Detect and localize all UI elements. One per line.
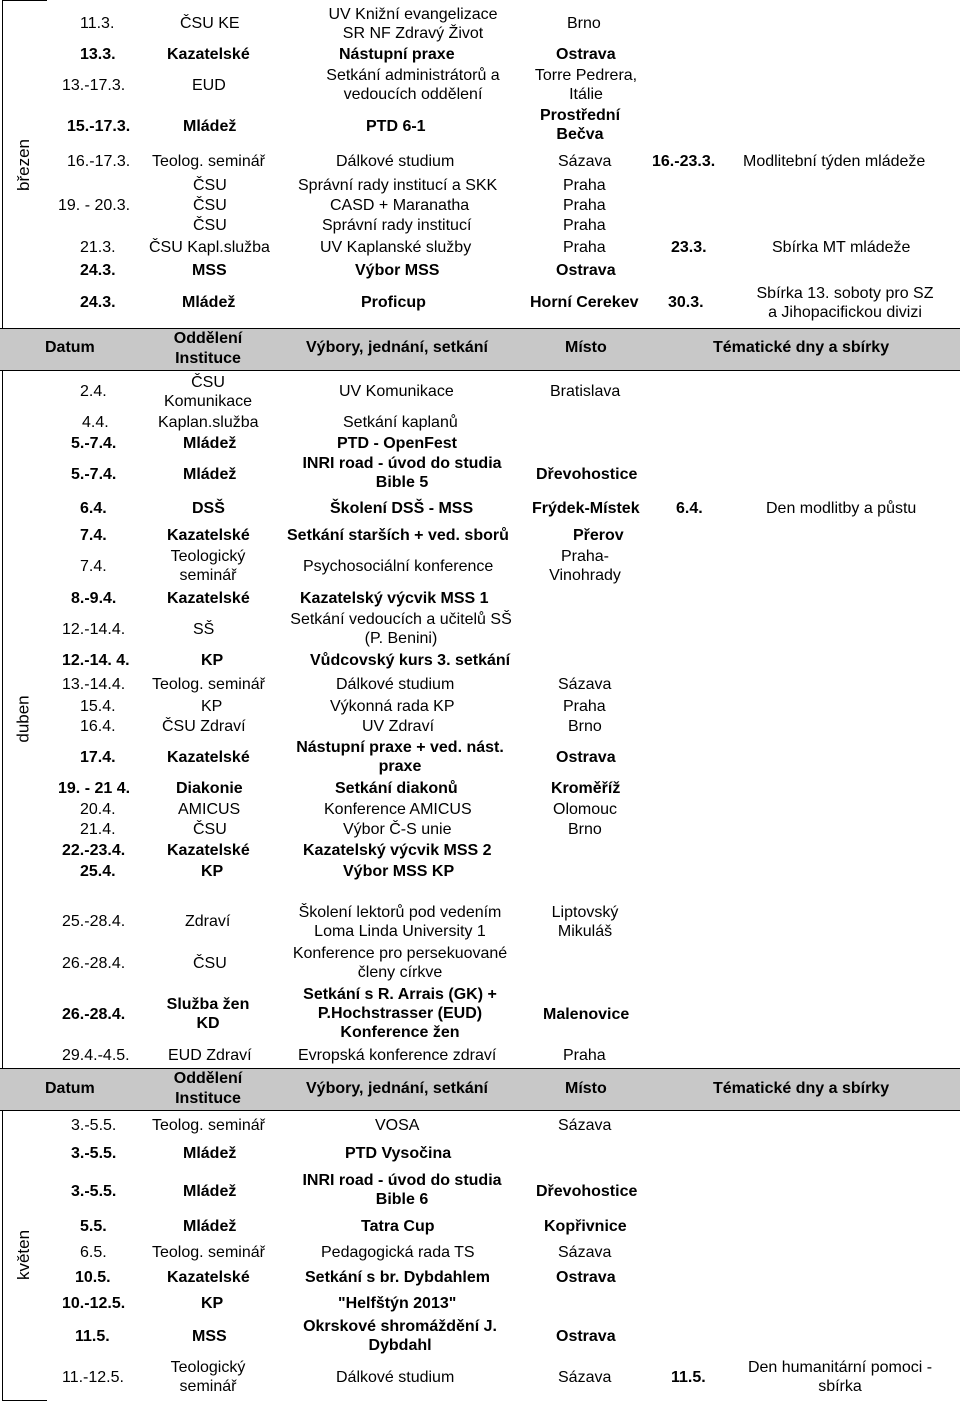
row-event: Dálkové studium bbox=[336, 1369, 455, 1386]
month-april: duben bbox=[14, 695, 33, 743]
row-date: 17.4. bbox=[80, 749, 116, 766]
row-date: 21.4. bbox=[80, 821, 116, 838]
row-event: VOSA bbox=[375, 1117, 420, 1134]
row-date: 12.-14.4. bbox=[62, 621, 126, 638]
row-dept: Kazatelské bbox=[167, 1269, 250, 1286]
row-event: Setkání kaplanů bbox=[343, 414, 458, 431]
row-dept: ČSU bbox=[193, 177, 227, 194]
row-dept: MSS bbox=[192, 1328, 227, 1345]
row-place: Brno bbox=[568, 718, 602, 735]
row-event: Kazatelský výcvik MSS 2 bbox=[303, 842, 492, 859]
row-place: Kroměříž bbox=[551, 780, 621, 797]
row-event: Vůdcovský kurs 3. setkání bbox=[310, 652, 511, 669]
row-event: Proficup bbox=[361, 294, 426, 311]
row-place: Frýdek-Místek bbox=[532, 500, 640, 517]
row-event: Setkání starších + ved. sborů bbox=[287, 527, 509, 544]
row-date: 6.5. bbox=[80, 1244, 107, 1261]
row-event: Školení lektorů pod vedením Loma Linda University 1 bbox=[298, 904, 502, 940]
row-date: 3.-5.5. bbox=[71, 1183, 117, 1200]
row-date: 12.-14. 4. bbox=[62, 652, 130, 669]
row-dept: Diakonie bbox=[176, 780, 243, 797]
row-place: Praha bbox=[563, 239, 606, 256]
row-date: 24.3. bbox=[80, 262, 116, 279]
row-dept: Kaplan.služba bbox=[158, 414, 259, 431]
row-dept: ČSU bbox=[193, 821, 227, 838]
header-theme: Tématické dny a sbírky bbox=[713, 339, 890, 356]
header-dept: Oddělení Instituce bbox=[173, 1070, 243, 1107]
row-place: Prostřední Bečva bbox=[540, 107, 621, 143]
row-place: Ostrava bbox=[556, 262, 616, 279]
row-date: 10.-12.5. bbox=[62, 1295, 126, 1312]
row-event: Setkání s br. Dybdahlem bbox=[305, 1269, 490, 1286]
row-event: Dálkové studium bbox=[336, 153, 455, 170]
row-event: Výbor Č-S unie bbox=[343, 821, 452, 838]
row-place: Dřevohostice bbox=[536, 1183, 638, 1200]
row-dept: ČSU Komunikace bbox=[163, 374, 253, 410]
row-dept: Teolog. seminář bbox=[152, 153, 265, 170]
row-date: 22.-23.4. bbox=[62, 842, 126, 859]
row-dept: Mládež bbox=[183, 1145, 237, 1162]
row-event: Setkání s R. Arrais (GK) + P.Hochstrasser (EUD) Konference žen bbox=[303, 986, 497, 1041]
row-event: Výbor MSS KP bbox=[343, 863, 455, 880]
row-date: 21.3. bbox=[80, 239, 116, 256]
month-label-march bbox=[2, 0, 46, 330]
row-date: 3.-5.5. bbox=[71, 1117, 117, 1134]
row-date: 10.5. bbox=[75, 1269, 111, 1286]
row-place: Liptovský Mikuláš bbox=[551, 904, 619, 940]
row-place: Praha bbox=[563, 1047, 606, 1064]
row-date: 2.4. bbox=[80, 383, 107, 400]
theme-date: 23.3. bbox=[671, 239, 707, 256]
row-place: Sázava bbox=[558, 1244, 612, 1261]
row-place: Praha bbox=[563, 698, 606, 715]
row-date: 16.4. bbox=[80, 718, 116, 735]
month-march: březen bbox=[14, 139, 34, 191]
row-event: PTD - OpenFest bbox=[337, 435, 458, 452]
row-place: Malenovice bbox=[543, 1006, 630, 1023]
row-date: 11.-12.5. bbox=[62, 1369, 124, 1386]
month-label-may bbox=[2, 1110, 46, 1399]
row-event: INRI road - úvod do studia Bible 5 bbox=[302, 455, 502, 491]
row-dept: Kazatelské bbox=[167, 590, 250, 607]
row-date: 25.-28.4. bbox=[62, 913, 126, 930]
row-place: Brno bbox=[567, 15, 601, 32]
row-date: 7.4. bbox=[80, 527, 107, 544]
row-event: CASD + Maranatha bbox=[330, 197, 470, 214]
row-dept: Mládež bbox=[183, 1218, 237, 1235]
row-place: Ostrava bbox=[556, 1269, 616, 1286]
row-dept: Mládež bbox=[182, 294, 236, 311]
row-dept: Mládež bbox=[183, 1183, 237, 1200]
row-place: Ostrava bbox=[556, 46, 616, 63]
row-dept: ČSU bbox=[193, 197, 227, 214]
row-date: 25.4. bbox=[80, 863, 116, 880]
theme-text: Den humanitární pomoci - sbírka bbox=[747, 1359, 933, 1395]
header-place: Místo bbox=[565, 339, 607, 356]
row-date: 5.-7.4. bbox=[71, 435, 117, 452]
row-dept: KP bbox=[201, 863, 224, 880]
row-place: Sázava bbox=[558, 153, 612, 170]
row-dept: Zdraví bbox=[185, 913, 231, 930]
row-date: 20.4. bbox=[80, 801, 116, 818]
row-dept: Služba žen KD bbox=[166, 996, 250, 1032]
row-place: Olomouc bbox=[553, 801, 618, 818]
row-date: 4.4. bbox=[82, 414, 109, 431]
row-dept: Kazatelské bbox=[167, 749, 250, 766]
row-dept: EUD Zdraví bbox=[168, 1047, 252, 1064]
row-dept: Kazatelské bbox=[167, 527, 250, 544]
row-dept: EUD bbox=[192, 77, 226, 94]
row-dept: Teolog. seminář bbox=[152, 676, 265, 693]
row-event: "Helfštýn 2013" bbox=[338, 1295, 457, 1312]
row-place: Ostrava bbox=[556, 749, 616, 766]
row-event: Kazatelský výcvik MSS 1 bbox=[300, 590, 489, 607]
row-event: Konference pro persekuované členy církve bbox=[292, 945, 508, 981]
row-date: 16.-17.3. bbox=[67, 153, 131, 170]
row-date: 13.3. bbox=[80, 46, 116, 63]
header-date: Datum bbox=[45, 1080, 95, 1097]
row-date: 15.4. bbox=[80, 698, 116, 715]
row-date: 24.3. bbox=[80, 294, 116, 311]
row-place: Sázava bbox=[558, 676, 612, 693]
row-date: 7.4. bbox=[80, 558, 107, 575]
row-dept: Teolog. seminář bbox=[152, 1117, 265, 1134]
theme-date: 30.3. bbox=[668, 294, 704, 311]
row-place: Dřevohostice bbox=[536, 466, 638, 483]
row-place: Horní Cerekev bbox=[530, 294, 639, 311]
row-event: Nástupní praxe bbox=[339, 46, 455, 63]
row-event: Evropská konference zdraví bbox=[298, 1047, 497, 1064]
row-date: 8.-9.4. bbox=[71, 590, 117, 607]
row-dept: AMICUS bbox=[178, 801, 241, 818]
row-dept: Teologický seminář bbox=[170, 1359, 246, 1395]
row-event: Setkání vedoucích a učitelů SŠ (P. Benini) bbox=[290, 611, 512, 647]
row-date: 5.5. bbox=[80, 1218, 107, 1235]
row-event: UV Komunikace bbox=[339, 383, 454, 400]
row-event: Výbor MSS bbox=[355, 262, 440, 279]
row-event: Správní rady institucí bbox=[322, 217, 472, 234]
row-event: Psychosociální konference bbox=[303, 558, 494, 575]
theme-text: Sbírka MT mládeže bbox=[772, 239, 911, 256]
row-date: 19. - 21 4. bbox=[58, 780, 131, 797]
row-event: Výkonná rada KP bbox=[330, 698, 455, 715]
header-event: Výbory, jednání, setkání bbox=[306, 339, 488, 356]
row-date: 19. - 20.3. bbox=[58, 197, 131, 214]
theme-date: 11.5. bbox=[671, 1369, 706, 1386]
header-theme: Tématické dny a sbírky bbox=[713, 1080, 890, 1097]
row-dept: ČSU Kapl.služba bbox=[149, 239, 270, 256]
month-may: květen bbox=[14, 1229, 33, 1280]
row-event: Konference AMICUS bbox=[324, 801, 472, 818]
row-dept: KP bbox=[201, 1295, 224, 1312]
header-date: Datum bbox=[45, 339, 95, 356]
row-event: Setkání diakonů bbox=[335, 780, 458, 797]
theme-text: Den modlitby a půstu bbox=[766, 500, 917, 517]
row-place: Praha-Vinohrady bbox=[549, 548, 621, 584]
row-dept: Kazatelské bbox=[167, 842, 250, 859]
row-date: 26.-28.4. bbox=[62, 955, 126, 972]
row-event: Tatra Cup bbox=[361, 1218, 435, 1235]
row-date: 11.5. bbox=[75, 1328, 110, 1345]
row-place: Sázava bbox=[558, 1117, 612, 1134]
row-dept: ČSU KE bbox=[180, 15, 240, 32]
row-dept: Mládež bbox=[183, 435, 237, 452]
theme-date: 6.4. bbox=[676, 500, 703, 517]
row-event: PTD 6-1 bbox=[366, 118, 426, 135]
row-date: 6.4. bbox=[80, 500, 107, 517]
row-date: 26.-28.4. bbox=[62, 1006, 126, 1023]
header-place: Místo bbox=[565, 1080, 607, 1097]
row-date: 29.4.-4.5. bbox=[62, 1047, 130, 1064]
row-place: Brno bbox=[568, 821, 602, 838]
row-dept: KP bbox=[201, 652, 224, 669]
row-place: Bratislava bbox=[550, 383, 621, 400]
row-event: UV Knižní evangelizace SR NF Zdravý Život bbox=[328, 6, 498, 42]
row-place: Ostrava bbox=[556, 1328, 616, 1345]
row-dept: ČSU Zdraví bbox=[162, 718, 246, 735]
month-label-april bbox=[2, 370, 46, 1068]
row-dept: ČSU bbox=[193, 955, 227, 972]
row-date: 5.-7.4. bbox=[71, 466, 117, 483]
row-event: Školení DSŠ - MSS bbox=[330, 500, 474, 517]
row-dept: Mládež bbox=[183, 466, 237, 483]
row-date: 13.-17.3. bbox=[62, 77, 126, 94]
row-dept: KP bbox=[201, 698, 223, 715]
row-dept: Teologický seminář bbox=[170, 548, 246, 584]
theme-text: Sbírka 13. soboty pro SZ a Jihopacifickou divizi bbox=[756, 285, 934, 321]
row-event: UV Kaplanské služby bbox=[320, 239, 472, 256]
row-event: UV Zdraví bbox=[362, 718, 435, 735]
row-dept: Teolog. seminář bbox=[152, 1244, 265, 1261]
row-dept: MSS bbox=[192, 262, 227, 279]
theme-text: Modlitební týden mládeže bbox=[743, 153, 926, 170]
row-event: Okrskové shromáždění J. Dybdahl bbox=[303, 1318, 497, 1354]
row-date: 3.-5.5. bbox=[71, 1145, 117, 1162]
row-event: Správní rady institucí a SKK bbox=[298, 177, 498, 194]
row-place: Praha bbox=[563, 217, 606, 234]
row-date: 11.3. bbox=[80, 15, 115, 32]
row-event: Nástupní praxe + ved. nást. praxe bbox=[296, 739, 504, 775]
row-place: Přerov bbox=[573, 527, 624, 544]
row-event: Dálkové studium bbox=[336, 676, 455, 693]
row-place: Sázava bbox=[558, 1369, 612, 1386]
row-date: 13.-14.4. bbox=[62, 676, 126, 693]
header-dept: Oddělení Instituce bbox=[173, 330, 243, 367]
theme-date: 16.-23.3. bbox=[652, 153, 716, 170]
row-event: Pedagogická rada TS bbox=[321, 1244, 475, 1261]
row-event: Setkání administrátorů a vedoucích oddělení bbox=[326, 67, 500, 103]
header-event: Výbory, jednání, setkání bbox=[306, 1080, 488, 1097]
row-place: Praha bbox=[563, 197, 606, 214]
row-dept: DSŠ bbox=[192, 500, 225, 517]
row-place: Praha bbox=[563, 177, 606, 194]
row-event: INRI road - úvod do studia Bible 6 bbox=[302, 1172, 502, 1208]
row-dept: SŠ bbox=[193, 621, 215, 638]
row-dept: Kazatelské bbox=[167, 46, 250, 63]
row-place: Kopřivnice bbox=[544, 1218, 627, 1235]
row-date: 15.-17.3. bbox=[67, 118, 131, 135]
row-dept: Mládež bbox=[183, 118, 237, 135]
row-event: PTD Vysočina bbox=[345, 1145, 452, 1162]
row-place: Torre Pedrera, Itálie bbox=[534, 67, 638, 103]
row-dept: ČSU bbox=[193, 217, 227, 234]
